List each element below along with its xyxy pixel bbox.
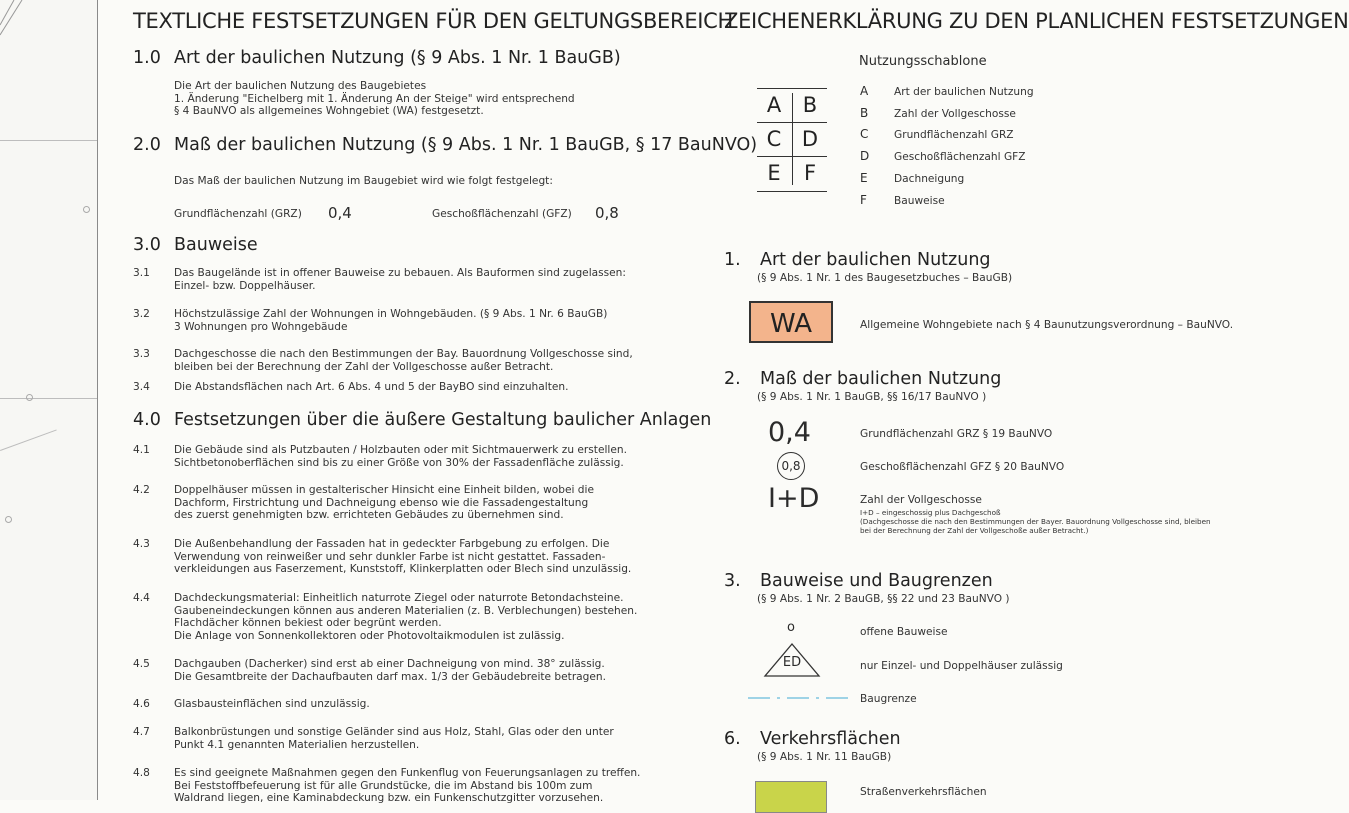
item-num: 4.2 (133, 484, 150, 496)
text-line: Bei Feststoffbefeuerung ist für alle Grundstücke, die im Abstand bis 100m zum (174, 779, 593, 792)
text-line: 1. Änderung "Eichelberg mit 1. Änderung An der Steige" wird entsprechend (174, 92, 575, 105)
legend-1-sub: (§ 9 Abs. 1 Nr. 1 des Baugesetzbuches – BauGB) (757, 272, 1013, 284)
section-1-title: Art der baulichen Nutzung (§ 9 Abs. 1 Nr. 1 BauGB) (174, 48, 621, 68)
legend-2-sub: (§ 9 Abs. 1 Nr. 1 BauGB, §§ 16/17 BauNVO ) (757, 391, 987, 403)
grz-symbol: 0,4 (768, 417, 811, 448)
gfz-symbol: 0,8 (777, 452, 805, 480)
table-rule (757, 88, 827, 89)
text-line: 3 Wohnungen pro Wohngebäude (174, 320, 348, 333)
text-line: Sichtbetonoberflächen sind bis zu einer Größe von 30% der Fassadenfläche zulässig. (174, 456, 624, 469)
text-line: Punkt 4.1 genannten Materialien herzustellen. (174, 738, 420, 751)
legend-3-title: Bauweise und Baugrenzen (760, 571, 993, 591)
street-area-swatch (755, 781, 827, 813)
legend-key: C (860, 127, 869, 142)
street-area-text: Straßenverkehrsflächen (860, 786, 987, 798)
map-line (0, 429, 57, 450)
legend-text: Zahl der Vollgeschosse (894, 107, 1016, 120)
text-line: Höchstzulässige Zahl der Wohnungen in Wohngebäuden. (§ 9 Abs. 1 Nr. 6 BauGB) (174, 308, 608, 320)
text-line: Einzel- bzw. Doppelhäuser. (174, 279, 316, 292)
legend-2-num: 2. (724, 369, 741, 389)
legend-6-num: 6. (724, 729, 741, 749)
legend-1-text: Allgemeine Wohngebiete nach § 4 Baunutzungsverordnung – BauNVO. (860, 319, 1234, 331)
nutzungsschablone (757, 88, 827, 192)
section-3-title: Bauweise (174, 235, 258, 255)
grz-label: Grundflächenzahl (GRZ) (174, 208, 302, 220)
legend-text: Dachneigung (894, 172, 965, 185)
item-num: 4.3 (133, 538, 150, 550)
section-2-title: Maß der baulichen Nutzung (§ 9 Abs. 1 Nr. 1 BauGB, § 17 BauNVO) (174, 135, 758, 155)
section-4-num: 4.0 (133, 410, 161, 430)
text-line: Die Abstandsflächen nach Art. 6 Abs. 4 und 5 der BayBO sind einzuhalten. (174, 381, 569, 393)
legend-text: Grundflächenzahl GRZ (894, 129, 1014, 142)
text-line: Die Anlage von Sonnenkollektoren oder Photovoltaikmodulen ist zulässig. (174, 629, 565, 642)
item-text (174, 484, 594, 522)
item-text (174, 444, 627, 469)
legend-1-title: Art der baulichen Nutzung (760, 250, 991, 270)
item-text (174, 381, 568, 394)
gfz-legend-text: Geschoßflächenzahl GFZ § 20 BauNVO (860, 461, 1065, 473)
item-num: 4.1 (133, 444, 150, 456)
map-line (0, 140, 97, 141)
item-text (174, 767, 640, 805)
text-line: Dachgeschosse die nach den Bestimmungen der Bay. Bauordnung Vollgeschosse sind, (174, 348, 633, 360)
item-num: 4.6 (133, 698, 150, 710)
left-title: TEXTLICHE FESTSETZUNGEN FÜR DEN GELTUNGSBEREICH (133, 9, 734, 33)
template-legend-texts (894, 82, 1034, 212)
gfz-label: Geschoßflächenzahl (GFZ) (432, 208, 572, 220)
map-margin (0, 0, 98, 800)
note-line: (Dachgeschosse die nach den Bestimmungen der Bayer. Bauordnung Vollgeschosse sind, bleiben (860, 517, 1211, 526)
template-cell: C (766, 127, 782, 151)
map-line (0, 398, 97, 399)
template-cell: A (766, 93, 782, 117)
legend-1-num: 1. (724, 250, 741, 270)
legend-3-sub: (§ 9 Abs. 1 Nr. 2 BauGB, §§ 22 und 23 BauNVO ) (757, 593, 1010, 605)
ed-text: nur Einzel- und Doppelhäuser zulässig (860, 660, 1063, 672)
grz-legend-text: Grundflächenzahl GRZ § 19 BauNVO (860, 428, 1053, 440)
item-text (174, 348, 633, 373)
item-text (174, 308, 607, 333)
item-num: 3.3 (133, 348, 150, 360)
item-text (174, 698, 370, 711)
map-point-icon (26, 394, 33, 401)
section-2-num: 2.0 (133, 135, 161, 155)
legend-text: Bauweise (894, 194, 945, 207)
template-cell: B (802, 93, 818, 117)
text-line: Doppelhäuser müssen in gestalterischer Hinsicht eine Einheit bilden, wobei die (174, 484, 594, 496)
legend-key: A (860, 84, 869, 98)
item-text (174, 592, 637, 642)
item-text (174, 658, 606, 683)
vg-symbol: I+D (768, 483, 820, 514)
section-2-intro: Das Maß der baulichen Nutzung im Baugebiet wird wie folgt festgelegt: (174, 175, 553, 187)
text-line: Es sind geeignete Maßnahmen gegen den Funkenflug von Feuerungsanlagen zu treffen. (174, 767, 641, 779)
item-num: 3.2 (133, 308, 150, 320)
note-line: I+D – eingeschossig plus Dachgeschoß (860, 508, 1001, 517)
template-legend-keys (860, 81, 869, 211)
note-line: bei der Berechnung der Zahl der Vollgeschoße außer Betracht.) (860, 526, 1089, 535)
gfz-value: 0,8 (595, 204, 619, 222)
map-point-icon (83, 206, 90, 213)
template-title: Nutzungsschablone (859, 54, 987, 69)
item-text (174, 538, 631, 576)
legend-key: B (860, 105, 869, 120)
text-line: Glasbausteinflächen sind unzulässig. (174, 698, 370, 710)
baugrenze-line-icon (748, 695, 848, 701)
legend-6-title: Verkehrsflächen (760, 729, 901, 749)
open-building-symbol: o (787, 620, 795, 635)
right-title: ZEICHENERKLÄRUNG ZU DEN PLANLICHEN FESTSETZUNGEN (724, 9, 1349, 33)
item-num: 4.8 (133, 767, 150, 779)
ed-symbol: ED (782, 655, 802, 670)
item-num: 4.7 (133, 726, 150, 738)
text-line: des zuerst genehmigten bzw. errichteten Gebäudes zu übernehmen sind. (174, 509, 564, 522)
text-line: Die Gesamtbreite der Dachaufbauten darf max. 1/3 der Gebäudebreite betragen. (174, 670, 606, 683)
section-4-title: Festsetzungen über die äußere Gestaltung baulicher Anlagen (174, 410, 712, 430)
map-corner-lines (0, 0, 30, 40)
legend-6-sub: (§ 9 Abs. 1 Nr. 11 BauGB) (757, 751, 892, 763)
legend-key: D (860, 149, 870, 164)
text-line: Verwendung von reinweißer und sehr dunkler Farbe ist nicht gestattet. Fassaden- (174, 550, 606, 563)
item-num: 3.4 (133, 381, 150, 393)
text-line: Die Art der baulichen Nutzung des Baugebietes (174, 80, 427, 92)
vg-legend-text: Zahl der Vollgeschosse (860, 494, 982, 506)
item-num: 4.5 (133, 658, 150, 670)
legend-3-num: 3. (724, 571, 741, 591)
template-cell: F (803, 161, 817, 185)
text-line: Gaubeneindeckungen können aus anderen Materialien (z. B. Verblechungen) bestehen. (174, 604, 638, 617)
text-line: Dachgauben (Dacherker) sind erst ab einer Dachneigung von mind. 38° zulässig. (174, 658, 605, 670)
legend-key: F (860, 192, 867, 207)
section-3-num: 3.0 (133, 235, 161, 255)
item-num: 3.1 (133, 267, 150, 279)
open-building-text: offene Bauweise (860, 626, 948, 638)
baugrenze-text: Baugrenze (860, 693, 917, 705)
item-text (174, 726, 614, 751)
legend-text: Geschoßflächenzahl GFZ (894, 151, 1026, 164)
text-line: Balkonbrüstungen und sonstige Geländer sind aus Holz, Stahl, Glas oder den unter (174, 726, 614, 738)
template-cell: E (767, 161, 781, 185)
wa-symbol: WA (749, 301, 833, 343)
text-line: Waldrand liegen, eine Kaminabdeckung bzw. ein Funkenschutzgitter vorzusehen. (174, 792, 604, 805)
map-point-icon (5, 516, 12, 523)
legend-text: Art der baulichen Nutzung (894, 86, 1034, 98)
grz-value: 0,4 (328, 204, 352, 222)
text-line: verkleidungen aus Faserzement, Kunststoff, Klinkerplatten oder Blech sind unzulässig. (174, 563, 632, 576)
text-line: Die Außenbehandlung der Fassaden hat in gedeckter Farbgebung zu erfolgen. Die (174, 538, 610, 550)
item-num: 4.4 (133, 592, 150, 604)
text-line: Das Baugelände ist in offener Bauweise zu bebauen. Als Bauformen sind zugelassen: (174, 267, 626, 279)
text-line: Flachdächer können bekiest oder begrünt werden. (174, 617, 442, 630)
section-1-num: 1.0 (133, 48, 161, 68)
template-cell: D (801, 127, 819, 151)
legend-2-title: Maß der baulichen Nutzung (760, 369, 1002, 389)
table-rule (757, 191, 827, 192)
item-text (174, 267, 626, 292)
vg-legend-note (860, 508, 1211, 535)
text-line: § 4 BauNVO als allgemeines Wohngebiet (WA) festgesetzt. (174, 105, 484, 118)
text-line: Dachform, Firstrichtung und Dachneigung ebenso wie die Fassadengestaltung (174, 496, 589, 509)
text-line: Dachdeckungsmaterial: Einheitlich naturrote Ziegel oder naturrote Betondachsteine. (174, 592, 624, 604)
section-1-text (174, 80, 575, 118)
text-line: Die Gebäude sind als Putzbauten / Holzbauten oder mit Sichtmauerwerk zu erstellen. (174, 444, 627, 456)
legend-key: E (860, 170, 868, 185)
text-line: bleiben bei der Berechnung der Zahl der Vollgeschosse außer Betracht. (174, 360, 554, 373)
